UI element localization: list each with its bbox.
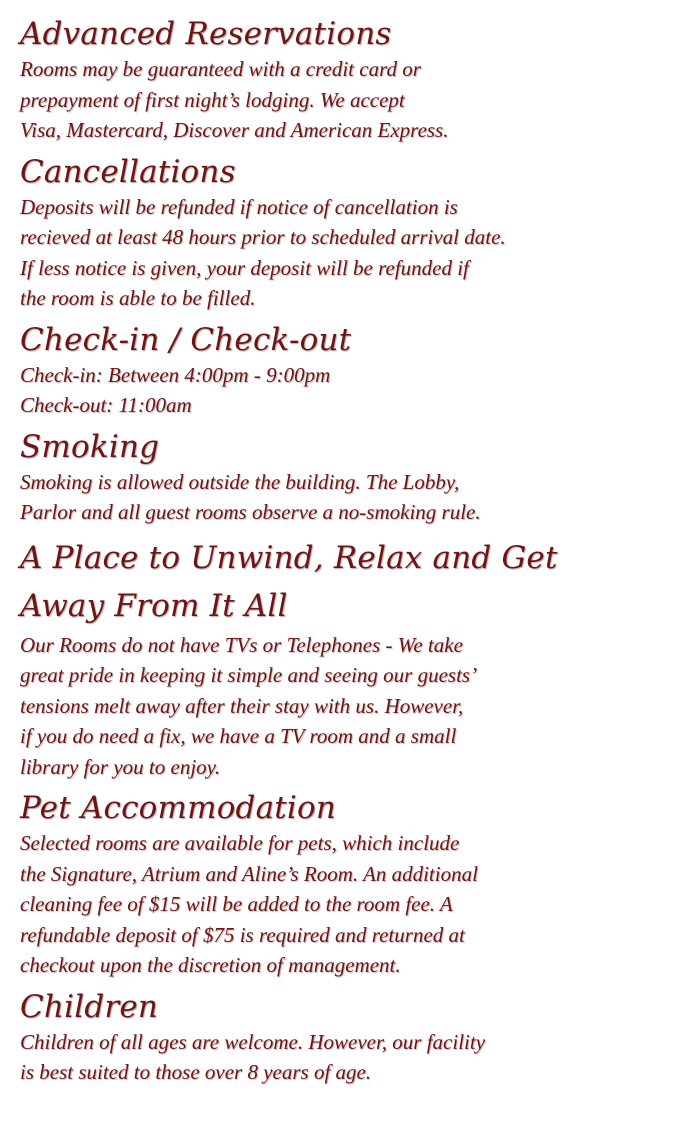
- children-line: is best suited to those over 8 years of age.: [20, 1060, 372, 1084]
- checkin-line: Check-in: Between 4:00pm - 9:00pm: [20, 362, 331, 387]
- policies-page: [20, 14, 680, 1088]
- pets-line: refundable deposit of $75 is required and returned at: [20, 922, 465, 947]
- unwind-line: if you do need a fix, we have a TV room and a small: [20, 724, 457, 748]
- cancellations-line: recieved at least 48 hours prior to scheduled arrival date.: [20, 225, 506, 249]
- reservations-line: Visa, Mastercard, Discover and American Express.: [20, 118, 449, 142]
- pets-line: Selected rooms are available for pets, which include: [20, 831, 460, 855]
- children-line: Children of all ages are welcome. However, our facility: [20, 1029, 486, 1054]
- cancellations-heading: Cancellations: [20, 153, 236, 190]
- pets-heading: Pet Accommodation: [20, 790, 337, 826]
- checkin-heading: Check-in / Check-out: [20, 321, 352, 358]
- unwind-section: [20, 534, 680, 783]
- pets-line: cleaning fee of $15 will be added to the room fee. A: [20, 892, 453, 916]
- cancellations-line: If less notice is given, your deposit will be refunded if: [20, 255, 469, 280]
- smoking-heading: Smoking: [20, 428, 160, 465]
- smoking-line: Parlor and all guest rooms observe a no-smoking rule.: [20, 500, 481, 524]
- unwind-line: Our Rooms do not have TVs or Telephones - We take: [20, 632, 463, 657]
- unwind-line: tensions melt away after their stay with us. However,: [20, 693, 464, 718]
- reservations-section: [20, 14, 680, 146]
- cancellations-line: the room is able to be filled.: [20, 286, 256, 310]
- unwind-heading: [20, 534, 680, 630]
- reservations-heading: Advanced Reservations: [20, 16, 392, 52]
- pets-line: the Signature, Atrium and Aline’s Room. An additional: [20, 861, 478, 886]
- reservations-line: Rooms may be guaranteed with a credit card or: [20, 57, 421, 81]
- unwind-line: great pride in keeping it simple and seeing our guests’: [20, 663, 478, 687]
- cancellations-line: Deposits will be refunded if notice of cancellation is: [20, 194, 458, 219]
- unwind-heading-line: A Place to Unwind, Relax and Get: [20, 539, 558, 576]
- checkout-line: Check-out: 11:00am: [20, 393, 192, 417]
- checkin-section: [20, 320, 680, 421]
- unwind-heading-line: Away From It All: [20, 587, 288, 624]
- pets-section: [20, 788, 680, 981]
- children-heading: Children: [20, 988, 159, 1025]
- reservations-line: prepayment of first night’s lodging. We accept: [20, 87, 405, 112]
- unwind-line: library for you to enjoy.: [20, 754, 221, 779]
- smoking-line: Smoking is allowed outside the building. The Lobby,: [20, 469, 460, 494]
- pets-line: checkout upon the discretion of management.: [20, 953, 401, 977]
- smoking-section: [20, 427, 680, 528]
- children-section: [20, 987, 680, 1088]
- cancellations-section: [20, 152, 680, 314]
